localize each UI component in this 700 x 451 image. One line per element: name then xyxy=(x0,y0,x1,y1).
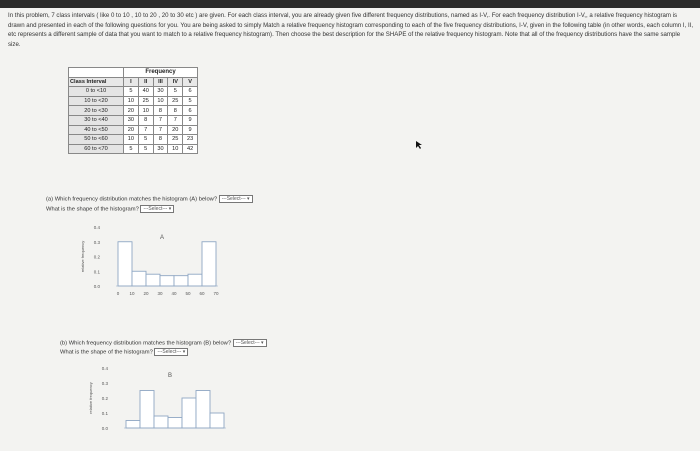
frequency-cell: 8 xyxy=(153,106,168,116)
select-label: ---Select--- xyxy=(221,196,246,202)
histogram-bar xyxy=(160,276,174,286)
x-tick-label: 30 xyxy=(157,291,163,296)
frequency-cell: 10 xyxy=(124,96,139,106)
question-a xyxy=(46,195,253,203)
frequency-cell: 9 xyxy=(183,125,198,135)
frequency-cell: 6 xyxy=(183,106,198,116)
table-row xyxy=(69,87,198,97)
y-axis-label: relative frequency xyxy=(80,240,85,273)
question-a-shape-select[interactable] xyxy=(140,205,174,213)
table-row xyxy=(69,96,198,106)
histogram-bar xyxy=(168,418,182,429)
chevron-down-icon: ▾ xyxy=(182,349,186,355)
frequency-cell: 8 xyxy=(153,135,168,145)
column-header: III xyxy=(153,77,168,87)
column-header: I xyxy=(124,77,139,87)
frequency-table xyxy=(68,67,198,154)
chevron-down-icon: ▾ xyxy=(168,206,172,212)
x-tick-label: 40 xyxy=(171,291,177,296)
class-interval-cell: 0 to <10 xyxy=(69,87,124,97)
y-tick-label: 0.2 xyxy=(93,254,100,260)
histogram-bar xyxy=(188,274,202,286)
select-label: ---Select--- xyxy=(157,349,182,355)
x-tick-label: 70 xyxy=(213,291,219,296)
frequency-cell: 30 xyxy=(153,144,168,154)
table-row xyxy=(69,125,198,135)
frequency-cell: 10 xyxy=(124,135,139,145)
histogram-bar xyxy=(196,391,210,429)
question-b-distribution-select[interactable] xyxy=(233,339,267,347)
frequency-cell: 5 xyxy=(138,144,153,154)
histogram-bar xyxy=(154,416,168,428)
frequency-cell: 8 xyxy=(138,115,153,125)
select-label: ---Select--- xyxy=(235,340,260,346)
frequency-cell: 30 xyxy=(153,87,168,97)
frequency-cell: 7 xyxy=(168,115,183,125)
window-top-bar xyxy=(0,0,700,8)
histogram-letter: A xyxy=(159,235,165,241)
x-tick-label: 50 xyxy=(185,291,191,296)
class-interval-header: Class Interval xyxy=(69,77,124,87)
frequency-cell: 25 xyxy=(168,96,183,106)
table-row xyxy=(69,144,198,154)
mouse-cursor-icon xyxy=(415,140,423,150)
question-b-text: (b) Which frequency distribution matches the histogram (B) below? xyxy=(60,340,232,347)
question-b-shape-select[interactable] xyxy=(154,348,188,356)
question-a-shape-text: What is the shape of the histogram? xyxy=(46,206,139,213)
y-tick-label: 0.2 xyxy=(101,396,108,401)
histogram-bar xyxy=(182,398,196,428)
class-interval-cell: 60 to <70 xyxy=(69,144,124,154)
frequency-cell: 6 xyxy=(183,87,198,97)
x-tick-label: 10 xyxy=(129,291,135,296)
question-b xyxy=(60,339,267,347)
column-header: V xyxy=(183,77,198,87)
frequency-cell: 25 xyxy=(138,96,153,106)
frequency-cell: 20 xyxy=(124,106,139,116)
chevron-down-icon: ▾ xyxy=(247,196,250,202)
y-tick-label: 0.1 xyxy=(101,411,108,416)
class-interval-cell: 20 to <30 xyxy=(69,106,124,116)
histogram-bar xyxy=(174,276,188,286)
select-label: ---Select--- xyxy=(143,206,168,212)
table-row xyxy=(69,106,198,116)
frequency-cell: 5 xyxy=(168,87,183,97)
class-interval-cell: 50 to <60 xyxy=(69,135,124,145)
y-tick-label: 0.3 xyxy=(93,239,100,245)
table-row xyxy=(69,115,198,125)
frequency-cell: 23 xyxy=(183,135,198,145)
table-row xyxy=(69,135,198,145)
chevron-down-icon: ▾ xyxy=(261,340,264,346)
histogram-bar xyxy=(132,271,146,286)
histogram-bar xyxy=(210,413,224,428)
y-axis-label: relative frequency xyxy=(88,382,93,414)
question-a-shape xyxy=(46,205,174,213)
frequency-cell: 7 xyxy=(138,125,153,135)
frequency-cell: 8 xyxy=(168,106,183,116)
y-tick-label: 0.4 xyxy=(101,366,108,371)
question-b-shape xyxy=(60,348,188,356)
histogram-bar xyxy=(126,421,140,429)
question-a-distribution-select[interactable] xyxy=(219,195,253,203)
frequency-cell: 9 xyxy=(183,115,198,125)
x-tick-label: 20 xyxy=(143,291,149,296)
histogram-a xyxy=(78,222,238,304)
frequency-cell: 40 xyxy=(138,87,153,97)
histogram-bar xyxy=(118,242,132,286)
frequency-cell: 7 xyxy=(153,125,168,135)
frequency-cell: 10 xyxy=(153,96,168,106)
x-tick-label: 0 xyxy=(116,291,120,296)
frequency-cell: 5 xyxy=(124,87,139,97)
frequency-cell: 5 xyxy=(124,144,139,154)
frequency-cell: 5 xyxy=(138,135,153,145)
frequency-cell: 5 xyxy=(183,96,198,106)
question-a-text: (a) Which frequency distribution matches the histogram (A) below? xyxy=(46,196,218,203)
histogram-letter: B xyxy=(167,373,173,379)
frequency-cell: 42 xyxy=(183,144,198,154)
column-header: IV xyxy=(168,77,183,87)
histogram-bar xyxy=(146,274,160,286)
problem-instructions: In this problem, 7 class intervals ( like 0 to 10 , 10 to 20 , 20 to 30 etc ) are given. For each class interval, you are already given five different frequency distributions, named as I-V,. For each frequency distribution I-V,, a relative frequency histogram is drawn and presented in each of the following questions for you. You are being asked to simply Match a relative frequency histogram corresponding to each of the five frequency distributions, I-V, given in the following table (in other words, each column I, II, etc represents a different sample of data that you want to match to a relative frequency histogram). Then choose the best description for the SHAPE of the relative frequency histogram. Note that all of the frequency distributions have the same sample size. xyxy=(8,12,694,48)
class-interval-cell: 30 to <40 xyxy=(69,115,124,125)
frequency-cell: 20 xyxy=(168,125,183,135)
x-tick-label: 60 xyxy=(199,291,205,296)
table-blank-cell xyxy=(69,68,124,78)
frequency-cell: 30 xyxy=(124,115,139,125)
histogram-bar xyxy=(140,391,154,429)
y-tick-label: 0.0 xyxy=(101,426,108,431)
frequency-cell: 25 xyxy=(168,135,183,145)
histogram-bar xyxy=(202,242,216,286)
table-header-row xyxy=(69,77,198,87)
y-tick-label: 0.1 xyxy=(93,269,100,275)
frequency-cell: 20 xyxy=(124,125,139,135)
class-interval-cell: 40 to <50 xyxy=(69,125,124,135)
histogram-b xyxy=(86,364,246,434)
table-title-row xyxy=(69,68,198,78)
frequency-cell: 10 xyxy=(138,106,153,116)
y-tick-label: 0.0 xyxy=(93,284,100,289)
y-tick-label: 0.4 xyxy=(93,225,100,230)
y-tick-label: 0.3 xyxy=(101,381,108,386)
table-title: Frequency xyxy=(124,68,198,78)
class-interval-cell: 10 to <20 xyxy=(69,96,124,106)
frequency-cell: 10 xyxy=(168,144,183,154)
column-header: II xyxy=(138,77,153,87)
question-b-shape-text: What is the shape of the histogram? xyxy=(60,349,153,356)
frequency-cell: 7 xyxy=(153,115,168,125)
